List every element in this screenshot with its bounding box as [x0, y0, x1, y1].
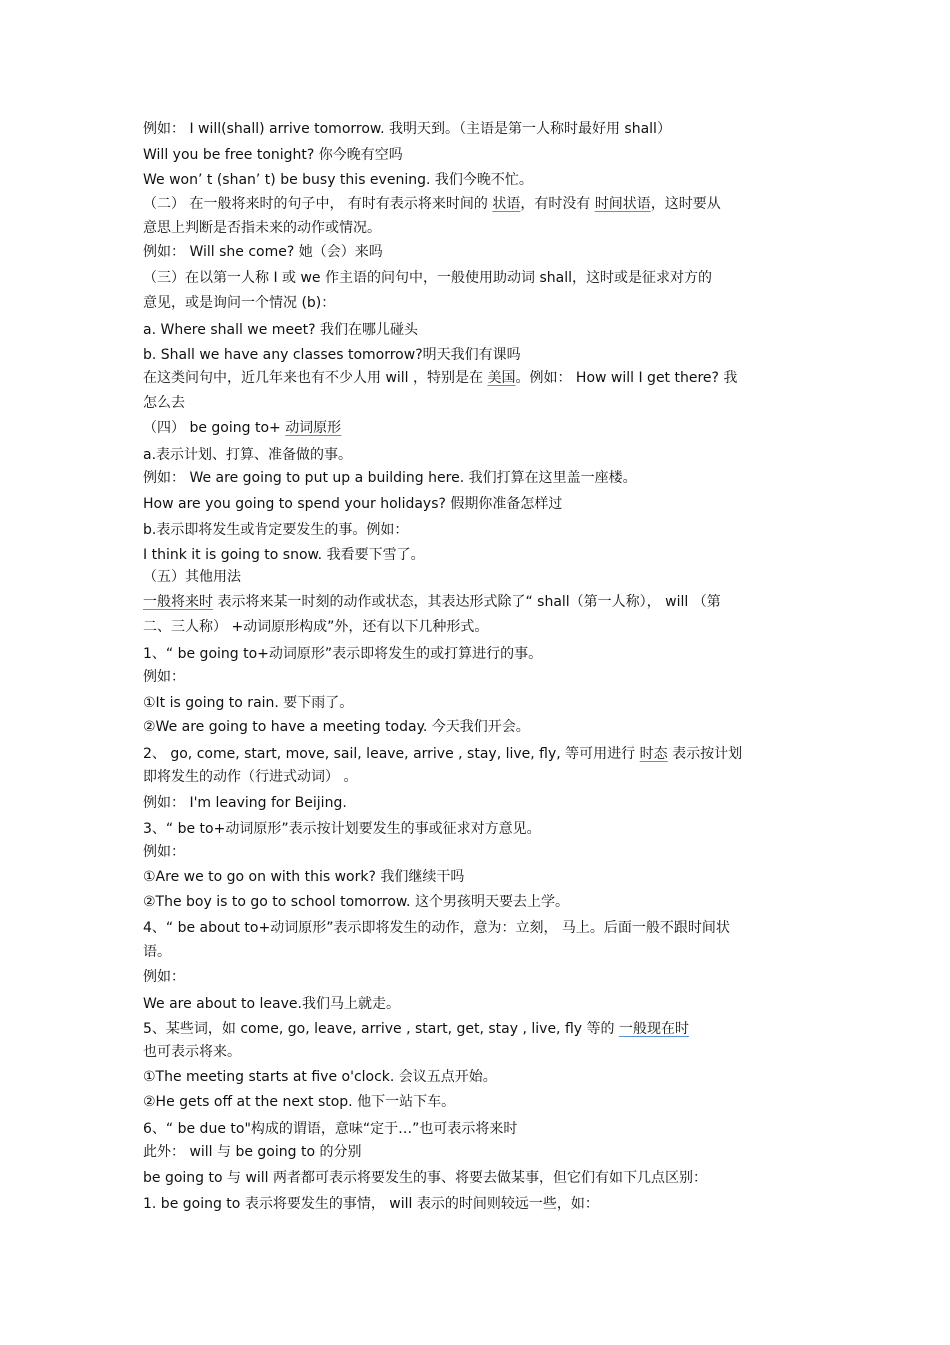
text-line: 例如： I will(shall) arrive tomorrow. 我明天到。（主语是第一人称时最好用 shall） — [143, 121, 671, 137]
text-line: 例如： — [143, 844, 185, 860]
text-line: 例如： — [143, 969, 185, 985]
text-line: 也可表示将来。 — [143, 1044, 241, 1060]
text-segment: ，有时没有 — [520, 196, 595, 212]
link-simple-present[interactable]: 一般现在时 — [618, 1021, 689, 1037]
text-line: ②The boy is to go to school tomorrow. 这个男孩明天要去上学。 — [143, 894, 569, 910]
text-line: 例如： We are going to put up a building here. 我们打算在这里盖一座楼。 — [143, 470, 637, 486]
text-line: 4、“ be about to+动词原形”表示即将发生的动作，意为：立刻， 马上。后面一般不跟时间状 — [143, 920, 730, 936]
link-tense[interactable]: 时态 — [639, 746, 668, 762]
text-line — [143, 745, 742, 763]
text-line: ②He gets off at the next stop. 他下一站下车。 — [143, 1094, 456, 1110]
text-line: a.表示计划、打算、准备做的事。 — [143, 447, 353, 463]
text-line: （五）其他用法 — [143, 569, 241, 585]
text-line: 意思上判断是否指未来的动作或情况。 — [143, 220, 381, 236]
text-line: How are you going to spend your holidays? 假期你准备怎样过 — [143, 496, 563, 512]
text-line: ①It is going to rain. 要下雨了。 — [143, 695, 354, 711]
link-adverbial[interactable]: 状语 — [492, 196, 521, 212]
text-line — [143, 369, 737, 387]
text-line: b.表示即将发生或肯定要发生的事。例如： — [143, 522, 409, 538]
text-line: 二、三人称） +动词原形构成”外，还有以下几种形式。 — [143, 619, 489, 635]
text-segment: （二） 在一般将来时的句子中， 有时有表示将来时间的 — [143, 196, 493, 212]
text-line: 即将发生的动作（行进式动词） 。 — [143, 769, 358, 785]
link-verb-base-form[interactable]: 动词原形 — [285, 420, 342, 436]
text-line: 例如： Will she come? 她（会）来吗 — [143, 244, 383, 260]
link-usa[interactable]: 美国 — [487, 370, 516, 386]
text-line: We won’ t (shan’ t) be busy this evening. 我们今晚不忙。 — [143, 172, 533, 188]
text-line — [143, 593, 721, 611]
text-line: 3、“ be to+动词原形”表示按计划要发生的事或征求对方意见。 — [143, 821, 541, 837]
text-line: 例如： I'm leaving for Beijing. — [143, 795, 347, 811]
text-segment: 在这类问句中，近几年来也有不少人用 will ，特别是在 — [143, 370, 488, 386]
text-line: ①The meeting starts at five o'clock. 会议五点开始。 — [143, 1069, 497, 1085]
text-line: 怎么去 — [143, 395, 185, 411]
text-line: We are about to leave.我们马上就走。 — [143, 996, 400, 1012]
text-line — [143, 195, 721, 213]
text-line: Will you be free tonight? 你今晚有空吗 — [143, 147, 403, 163]
text-segment: 5、某些词，如 come, go, leave, arrive , start, get, stay , live, fly 等的 — [143, 1021, 619, 1037]
text-segment: 表示将来某一时刻的动作或状态，其表达形式除了“ shall（第一人称）， will （第 — [213, 594, 721, 610]
text-segment: 表示按计划 — [667, 746, 743, 762]
link-time-adverbial[interactable]: 时间状语 — [594, 196, 651, 212]
text-line: 意见，或是询问一个情况 (b)： — [143, 295, 336, 311]
text-line: 6、“ be due to"构成的谓语，意味“定于…”也可表示将来时 — [143, 1121, 518, 1137]
text-line: ②We are going to have a meeting today. 今天我们开会。 — [143, 719, 530, 735]
text-segment: 2、 go, come, start, move, sail, leave, arrive , stay, live, fly, 等可用进行 — [143, 746, 640, 762]
text-line: be going to 与 will 两者都可表示将要发生的事、将要去做某事，但它们有如下几点区别： — [143, 1170, 708, 1186]
text-line: （三）在以第一人称 I 或 we 作主语的问句中，一般使用助动词 shall，这时或是征求对方的 — [143, 270, 712, 286]
text-segment: ，这时要从 — [650, 196, 721, 212]
text-line — [143, 419, 341, 437]
text-line: 例如： — [143, 669, 185, 685]
text-line: ①Are we to go on with this work? 我们继续干吗 — [143, 869, 465, 885]
text-line: I think it is going to snow. 我看要下雪了。 — [143, 547, 425, 563]
text-line: 语。 — [143, 944, 171, 960]
text-line: 1、“ be going to+动词原形”表示即将发生的或打算进行的事。 — [143, 646, 543, 662]
text-segment: （四） be going to+ — [143, 420, 286, 436]
text-line: 此外： will 与 be going to 的分别 — [143, 1144, 362, 1160]
text-line: b. Shall we have any classes tomorrow?明天我们有课吗 — [143, 347, 521, 363]
text-line — [143, 1020, 689, 1038]
text-segment: 。例如： How will I get there? 我 — [515, 370, 738, 386]
link-simple-future[interactable]: 一般将来时 — [143, 594, 213, 610]
text-line: a. Where shall we meet? 我们在哪儿碰头 — [143, 322, 419, 338]
text-line: 1. be going to 表示将要发生的事情， will 表示的时间则较远一些，如： — [143, 1196, 599, 1212]
